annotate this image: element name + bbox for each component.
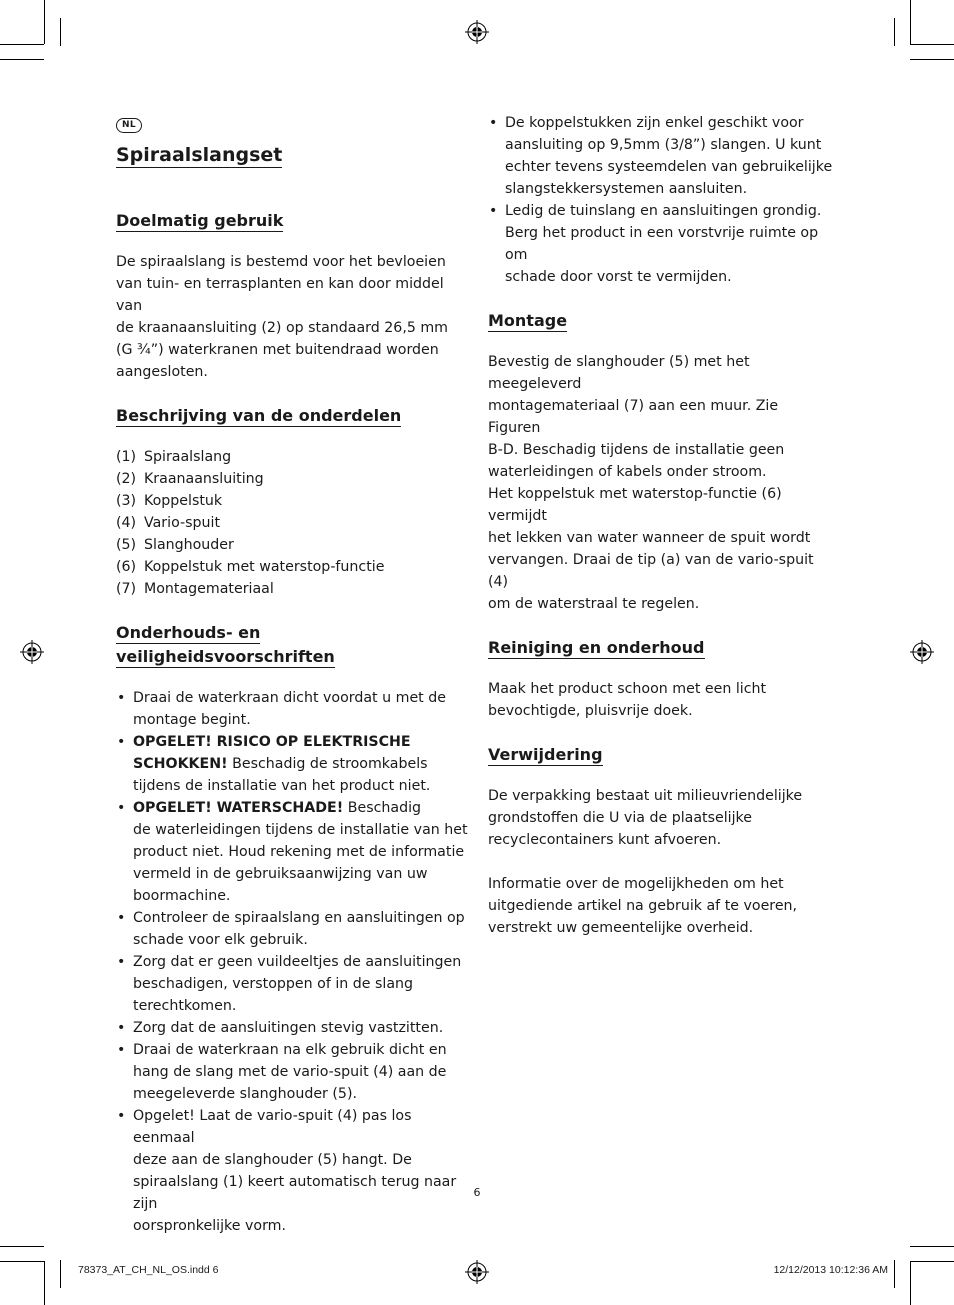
crop-mark (910, 44, 954, 45)
list-item: • Zorg dat de aansluitingen stevig vastzitten. (116, 1017, 468, 1039)
heading-cleaning: Reiniging en onderhoud (488, 638, 705, 657)
crop-mark (0, 44, 44, 45)
list-item: • Controleer de spiraalslang en aansluitingen op schade voor elk gebruik. (116, 907, 468, 951)
list-item: (6) Koppelstuk met waterstop-functie (116, 559, 385, 575)
crop-mark (60, 1260, 61, 1288)
footer-datetime: 12/12/2013 10:12:36 AM (773, 1264, 888, 1276)
list-item: • De koppelstukken zijn enkel geschikt voor aansluiting op 9,5mm (3/8”) slangen. U kunt echter tevens systeemdelen van gebruikelijke slangstekkersystemen aansluiten. (488, 112, 833, 200)
list-item: • OPGELET! WATERSCHADE! Beschadig de waterleidingen tijdens de installatie van het product niet. Houd rekening met de informatie vermeld in de gebruiksaanwijzing van uw boormachine. (116, 797, 468, 907)
list-item: (4) Vario-spuit (116, 515, 221, 531)
heading-safety: Onderhouds- en veiligheidsvoorschriften (116, 623, 335, 666)
disposal-info-text: Informatie over de mogelijkheden om het uitgediende artikel na gebruik af te voeren, verstrekt uw gemeentelijke overheid. (488, 876, 798, 936)
list-item: • Draai de waterkraan dicht voordat u met de montage begint. (116, 687, 468, 731)
mounting-text: Bevestig de slanghouder (5) met het meegeleverd montagemateriaal (7) aan een muur. Zie Figuren B-D. Beschadig tijdens de installatie geen waterleidingen of kabels onder stroom. Het koppelstuk met waterstop-functie (6) vermijdt het lekken van water wanneer de spuit wordt vervangen. Draai de tip (a) van de vario-spuit (4) om de waterstraal te regelen. (488, 354, 814, 612)
right-column (488, 112, 833, 939)
list-item: • OPGELET! RISICO OP ELEKTRISCHE SCHOKKEN! Beschadig de stroomkabels tijdens de installatie van het product niet. (116, 731, 468, 797)
language-badge: NL (116, 118, 142, 133)
crop-mark (894, 18, 895, 46)
crop-mark (910, 1261, 911, 1305)
list-item: • Opgelet! Laat de vario-spuit (4) pas los eenmaal deze aan de slanghouder (5) hangt. De spiraalslang (1) keert automatisch terug naar zijn oorspronkelijke vorm. (116, 1105, 468, 1237)
safety-list (116, 687, 468, 1237)
crop-mark (910, 59, 954, 60)
crop-mark (44, 1261, 45, 1305)
list-item: (1) Spiraalslang (116, 449, 232, 465)
heading-intended-use: Doelmatig gebruik (116, 211, 284, 230)
intended-use-text: De spiraalslang is bestemd voor het bevloeien van tuin- en terrasplanten en kan door middel van de kraanaansluiting (2) op standaard 26,5 mm (G ¾”) waterkranen met buitendraad worden aangesloten. (116, 254, 449, 380)
crop-mark (910, 1246, 954, 1247)
crop-mark (44, 0, 45, 44)
cleaning-text: Maak het product schoon met een licht bevochtigde, pluisvrije doek. (488, 681, 767, 719)
registration-mark-icon (910, 640, 934, 664)
list-item: • Zorg dat er geen vuildeeltjes de aansluitingen beschadigen, verstoppen of in de slang terechtkomen. (116, 951, 468, 1017)
registration-mark-icon (465, 20, 489, 44)
crop-mark (910, 0, 911, 44)
heading-mounting: Montage (488, 311, 568, 330)
heading-disposal: Verwijdering (488, 745, 603, 764)
crop-mark (894, 1260, 895, 1288)
crop-mark (60, 18, 61, 46)
crop-mark (0, 1261, 44, 1262)
list-item: (2) Kraanaansluiting (116, 471, 264, 487)
page-number: 6 (473, 1186, 481, 1199)
parts-list (116, 446, 468, 600)
crop-mark (0, 59, 44, 60)
list-item: • Ledig de tuinslang en aansluitingen grondig. Berg het product in een vorstvrije ruimte op om schade door vorst te vermijden. (488, 200, 833, 288)
heading-parts: Beschrijving van de onderdelen (116, 406, 402, 425)
footer-file-name: 78373_AT_CH_NL_OS.indd 6 (78, 1264, 219, 1276)
list-item: • Draai de waterkraan na elk gebruik dicht en hang de slang met de vario-spuit (4) aan de meegeleverde slanghouder (5). (116, 1039, 468, 1105)
page-title: Spiraalslangset (116, 144, 283, 166)
list-item: (7) Montagemateriaal (116, 581, 274, 597)
left-column (116, 112, 468, 1237)
crop-mark (0, 1246, 44, 1247)
registration-mark-icon (465, 1260, 489, 1284)
couplings-list (488, 112, 833, 288)
registration-mark-icon (20, 640, 44, 664)
list-item: (3) Koppelstuk (116, 493, 223, 509)
disposal-text: De verpakking bestaat uit milieuvriendelijke grondstoffen die U via de plaatselijke recyclecontainers kunt afvoeren. (488, 788, 803, 848)
crop-mark (910, 1261, 954, 1262)
list-item: (5) Slanghouder (116, 537, 234, 553)
